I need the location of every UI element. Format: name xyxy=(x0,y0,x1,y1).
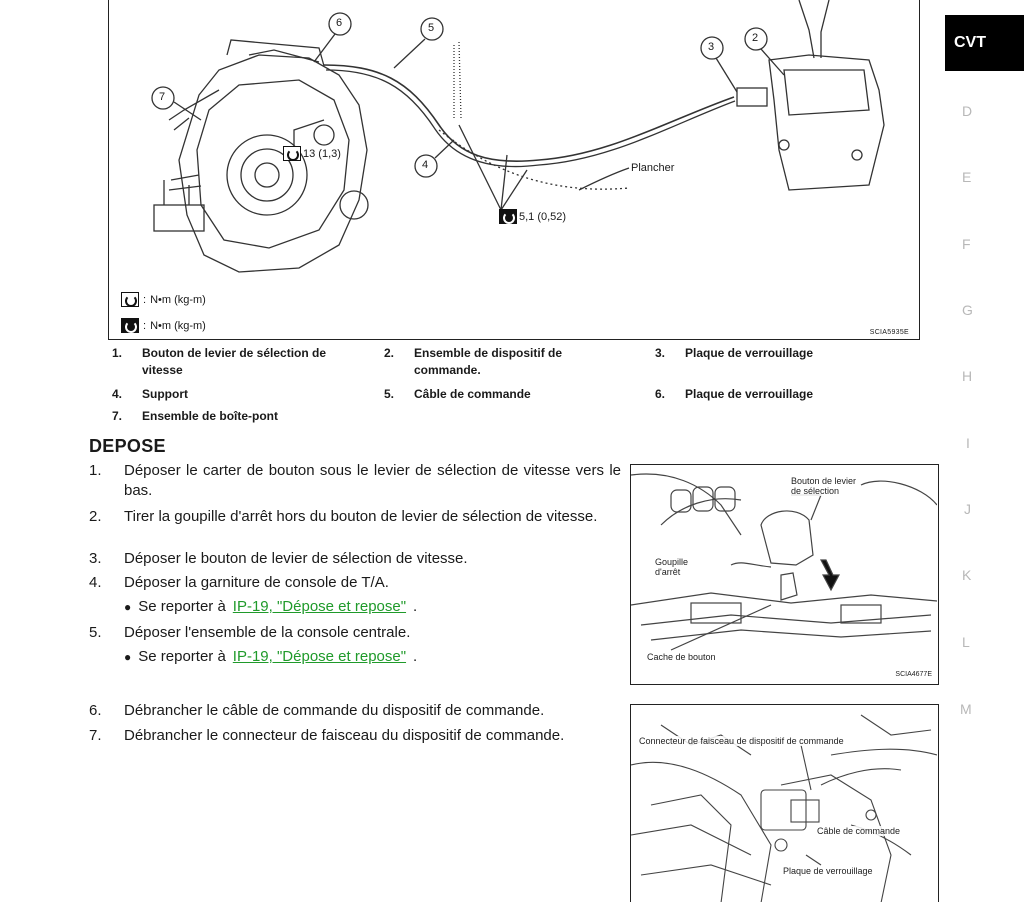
callout-3: 3 xyxy=(708,41,715,53)
legend-text-1: N•m (kg-m) xyxy=(150,293,206,306)
control-cable-label: Câble de commande xyxy=(817,826,901,836)
part-item: 1. Bouton de levier de sélection de vitesse xyxy=(112,346,327,377)
diagram-code: SCIA5935E xyxy=(869,329,909,336)
step-4: 4. Déposer la garniture de console de T/A. xyxy=(89,574,389,591)
step-3: 3. Déposer le bouton de levier de sélection de vitesse. xyxy=(89,550,468,567)
callout-2: 2 xyxy=(752,32,759,44)
ip19-link-1[interactable]: IP-19, "Dépose et repose" xyxy=(232,598,407,615)
diagram-drawing xyxy=(109,0,921,340)
part-item: 7. Ensemble de boîte-pont xyxy=(112,409,279,423)
legend-row-2: : N•m (kg-m) xyxy=(121,318,206,333)
step-2: 2. Tirer la goupille d'arrêt hors du bouton de levier de sélection de vitesse. xyxy=(89,508,598,525)
step-6: 6. Débrancher le câble de commande du dispositif de commande. xyxy=(89,702,545,719)
ip19-link-2[interactable]: IP-19, "Dépose et repose" xyxy=(232,648,407,665)
torque-callout-2 xyxy=(499,209,566,224)
part-item: 2. Ensemble de dispositif de commande. xyxy=(384,346,563,377)
callout-7: 7 xyxy=(159,91,166,103)
bullet-icon: ● xyxy=(124,650,132,664)
step-1: 1. Déposer le carter de bouton sous le levier de sélection de vitesse vers le bas. xyxy=(89,462,621,499)
knob-cover-label: Cache de bouton xyxy=(647,652,716,662)
floor-label: Plancher xyxy=(631,162,675,174)
section-tab-cvt[interactable]: CVT xyxy=(945,15,1024,71)
section-index-j[interactable]: J xyxy=(964,501,971,517)
section-index-l[interactable]: L xyxy=(962,634,970,650)
section-index-e[interactable]: E xyxy=(962,169,972,185)
torque-value-1: 13 (1,3) xyxy=(303,147,341,160)
part-item: 5. Câble de commande xyxy=(384,387,531,401)
connector-figure xyxy=(630,704,939,902)
part-item: 6. Plaque de verrouillage xyxy=(655,387,814,401)
section-index-i[interactable]: I xyxy=(966,435,970,451)
bullet-icon: ● xyxy=(124,600,132,614)
torque-wrench-icon xyxy=(121,292,139,307)
callout-4: 4 xyxy=(422,159,429,171)
knob-removal-figure xyxy=(630,464,939,685)
section-title: DEPOSE xyxy=(89,436,166,456)
stop-pin-label: Goupille d'arrêt xyxy=(655,557,703,577)
step-5: 5. Déposer l'ensemble de la console centrale. xyxy=(89,624,411,641)
legend-row-1: : N•m (kg-m) xyxy=(121,292,206,307)
harness-connector-label: Connecteur de faisceau de dispositif de commande xyxy=(639,736,844,746)
part-item: 4. Support xyxy=(112,387,188,401)
torque-callout-1 xyxy=(283,146,341,161)
section-index-g[interactable]: G xyxy=(962,302,973,318)
parts-list xyxy=(112,345,832,429)
legend-text-2: N•m (kg-m) xyxy=(150,319,206,332)
reference-bullet-1: ● Se reporter à IP-19, "Dépose et repose" . xyxy=(124,598,418,615)
torque-wrench-icon xyxy=(283,146,301,161)
section-index-f[interactable]: F xyxy=(962,236,971,252)
lock-plate-label: Plaque de verrouillage xyxy=(783,866,873,876)
section-index-m[interactable]: M xyxy=(960,701,972,717)
callout-6: 6 xyxy=(336,17,343,29)
reference-bullet-2: ● Se reporter à IP-19, "Dépose et repose" . xyxy=(124,648,418,665)
knob-label: Bouton de levier de sélection xyxy=(791,476,857,496)
section-index-h[interactable]: H xyxy=(962,368,973,384)
step-7: 7. Débrancher le connecteur de faisceau du dispositif de commande. xyxy=(89,727,565,744)
knob-figure-code: SCIA4677E xyxy=(895,671,932,678)
section-index-k[interactable]: K xyxy=(962,567,972,583)
part-item: 3. Plaque de verrouillage xyxy=(655,346,814,360)
section-index-d[interactable]: D xyxy=(962,103,973,119)
torque-value-2: 5,1 (0,52) xyxy=(519,210,567,223)
torque-wrench-dark-icon xyxy=(121,318,139,333)
callout-5: 5 xyxy=(428,22,435,34)
torque-wrench-dark-icon xyxy=(499,209,517,224)
shift-control-diagram xyxy=(108,0,920,340)
